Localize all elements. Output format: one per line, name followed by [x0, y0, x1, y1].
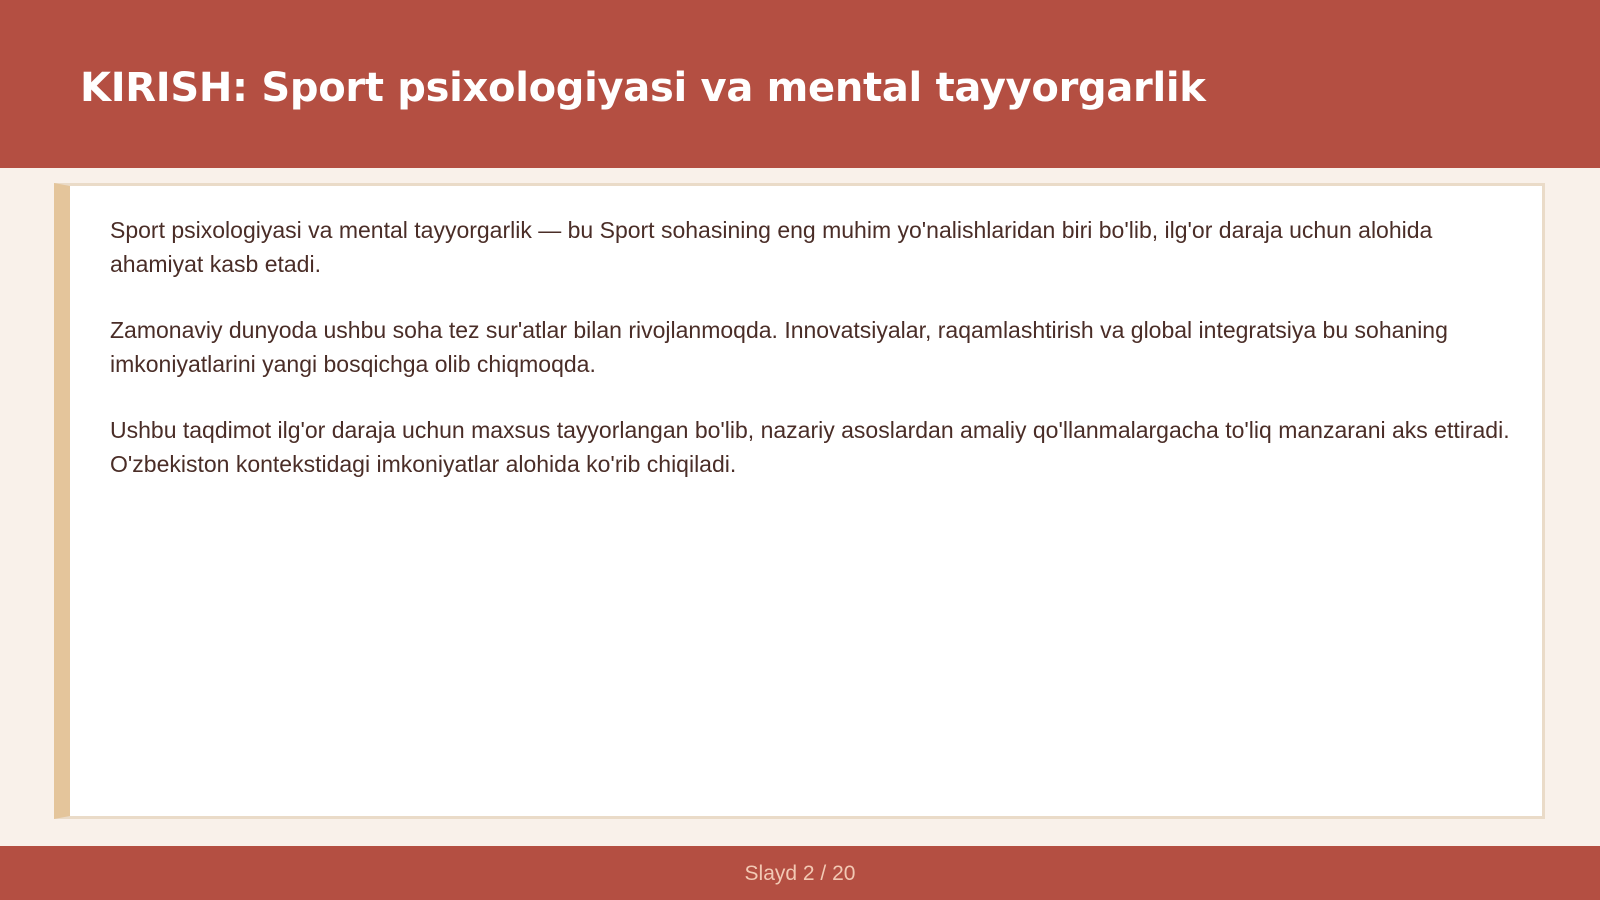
slide-title: KIRISH: Sport psixologiyasi va mental tayyorgarlik — [80, 65, 1206, 111]
slide-footer — [0, 846, 1600, 900]
paragraph-intro: Sport psixologiyasi va mental tayyorgarlik — bu Sport sohasining eng muhim yo'nalishlaridan biri bo'lib, ilg'or daraja uchun alohida ahamiyat kasb etadi. — [110, 217, 1433, 277]
slide-header — [0, 0, 1600, 168]
slide-counter: Slayd 2 / 20 — [744, 862, 856, 885]
paragraph-presentation-scope: Ushbu taqdimot ilg'or daraja uchun maxsus tayyorlangan bo'lib, nazariy asoslardan amaliy qo'llanmalargacha to'liq manzarani aks ettiradi. O'zbekiston kontekstidagi imkoniyatlar alohida ko'rib chiqiladi. — [110, 417, 1510, 477]
content-body — [110, 213, 1510, 513]
content-card — [54, 183, 1545, 819]
paragraph-modern-world: Zamonaviy dunyoda ushbu soha tez sur'atlar bilan rivojlanmoqda. Innovatsiyalar, raqamlashtirish va global integratsiya bu sohaning imkoniyatlarini yangi bosqichga olib chiqmoqda. — [110, 317, 1448, 377]
